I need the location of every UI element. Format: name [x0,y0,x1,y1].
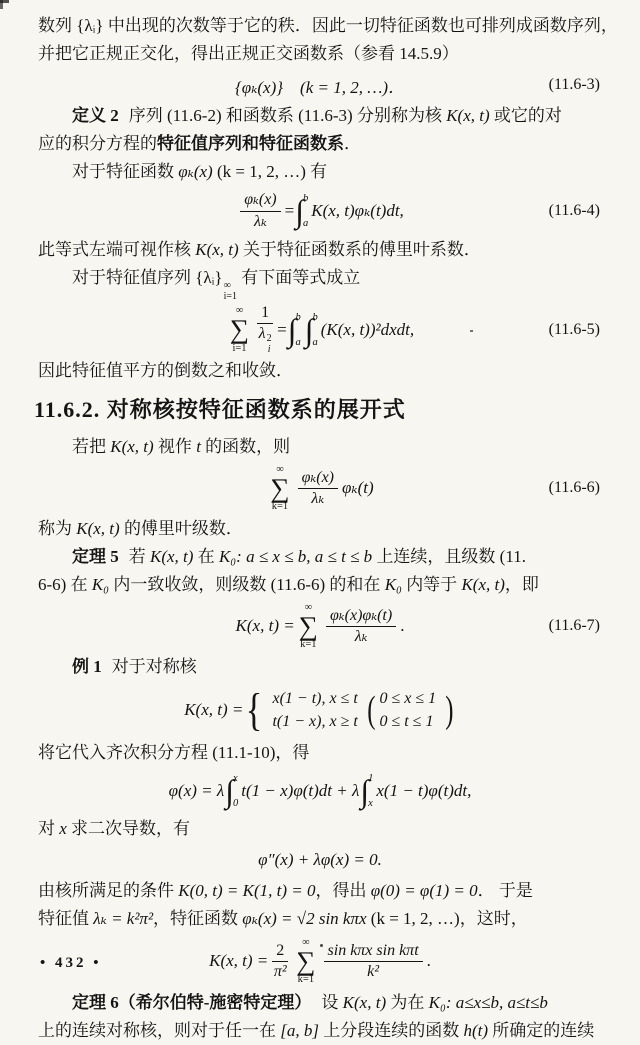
integral-sign: ∫ [295,193,304,229]
theorem-label: 定理 6（希尔伯特-施密特定理） [72,993,312,1013]
paragraph-second-derivative: 对 x 求二次导数，有 [38,819,191,839]
paragraph-continuation-line1: 数列 {λᵢ} 中出现的次数等于它的秩．因此一切特征函数也可排列成函数序列， [38,16,618,35]
left-brace: { [246,684,263,736]
theorem-5-line1: 定理 5 若 K(x, t) 在 K₀: a ≤ x ≤ b, a ≤ t ≤ b 上连续，且级数 (11. [72,547,526,567]
theorem-6-line2: 上的连续对称核，则对于任一在 [a, b] 上分段连续的函数 h(t) 所确定的连续 [38,1021,595,1041]
left-paren: ( [367,689,376,732]
definition-2-line1: 定义 2 序列 (11.6-2) 和函数系 (11.6-3) 分别称为核 K(x, t) 或它的对 [72,106,562,125]
fraction: $\frac{\text{φₖ(x)}}{\text{λₖ}}$ [240,191,280,231]
paragraph-kernel-as-function: 若把 K(x, t) 视作 t 的函数，则 [72,437,291,457]
section-heading: 11.6.2. 对称核按特征函数系的展开式 [34,397,406,423]
integral: ∫ 1 x [360,773,374,810]
definition-label: 定义 2 [72,106,119,125]
theorem-6-line1: 定理 6（希尔伯特-施密特定理） 设 K(x, t) 为在 K₀: a≤x≤b, a≤t≤b [72,993,548,1013]
integral-sign: ∫ [360,773,370,810]
paragraph-substitute: 将它代入齐次积分方程 (11.1-10)，得 [38,743,310,763]
equation-11-6-6: ∞ ∑ k=1 $\frac{\text{φₖ(x)}}{\text{λₖ}}$ φₖ(t) (11.6-6) [270,464,600,513]
integral: ∫ b a [304,311,318,348]
equation-kernel-cases [38,683,602,737]
equation-11-6-7: K(x, t) = ∞ ∑ k=1 $\frac{\text{φₖ(x)φₖ(t)}}{\text{λₖ}}$ . (11.6-7) [235,602,600,651]
page-number: • 432 • [40,955,102,971]
integral: ∫ b a [287,311,301,348]
integral-sign: ∫ [287,311,297,348]
equation-11-6-3 [38,70,602,100]
paragraph-fourier-series: 称为 K(x, t) 的傅里叶级数． [38,519,243,539]
sigma-sign: ∑ [298,610,318,641]
right-paren: ) [445,689,454,732]
equation-phi-integral: φ(x) = λ ∫ x 0 t(1 − x)φ(t)dt + λ ∫ 1 x x(1 − t)φ(t)dt, [168,773,472,810]
integral-sign: ∫ [304,311,314,348]
equation-11-6-5: ∞ ∑ i=1 1 λ 2 i = ∫ b a ∫ b a (K(x, t))²dxdt, (11.6-5) [229,304,600,355]
integral: ∫ b a [295,193,309,229]
paragraph-eigenfunction-intro: 对于特征函数 φₖ(x) (k = 1, 2, …) 有 [72,162,328,181]
definition-2-line2: 应的积分方程的特征值序列和特征函数系． [38,134,361,153]
paragraph-continuation-line2: 并把它正规正交化，得出正规正交函数系（参看 14.5.9） [38,44,459,63]
paragraph-boundary-line1: 由核所满足的条件 K(0, t) = K(1, t) = 0，得出 φ(0) = φ(1) = 0． 于是 [38,881,533,901]
equation-tag: (11.6-3) [548,76,600,93]
theorem-5-line2: 6-6) 在 K₀ 内一致收敛，则级数 (11.6-6) 的和在 K₀ 内等于 K(x, t)，即 [38,575,539,595]
equation-kernel-series: K(x, t) = $\frac{2}{\text{π²}}$ ∞ ∑ k=1 $\frac{\text{sin kπx sin kπt}}{\text{k²}}$ . [209,937,431,986]
sigma-sign: ∑ [296,945,316,976]
summation: ∞ ∑ i=1 [229,305,250,354]
equation-body: {φₖ(x)} (k = 1, 2, …)． [234,77,406,97]
equation-ode: φ″(x) + λφ(x) = 0. [258,850,382,870]
paragraph-convergence: 因此特征值平方的倒数之和收敛． [38,361,293,381]
example-label: 例 1 [72,657,102,677]
cases-expression: K(x, t) = { x(1 − t), x ≤ t t(1 − x), x ≥ t ( 0 ≤ x ≤ 1 0 ≤ t ≤ 1 ) [184,684,454,736]
paragraph-fourier-coefficient: 此等式左端可视作核 K(x, t) 关于特征函数系的傅里叶系数． [38,240,481,259]
equation-11-6-4: $\frac{\text{φₖ(x)}}{\text{λₖ}}$ = ∫ b a K(x, t)φₖ(t)dt, (11.6-4) [38,188,602,234]
equation-tag: (11.6-4) [548,202,600,219]
sigma-sign: ∑ [229,313,250,344]
paragraph-boundary-line2: 特征值 λₖ = k²π²，特征函数 φₖ(x) = √2 sin kπx (k = 1, 2, …)，这时， [38,909,528,929]
summation: ∞ ∑ k=1 [270,464,290,513]
example-1-intro: 例 1 对于对称核 [72,657,197,677]
sigma-sign: ∑ [270,472,290,503]
fraction: $\frac{2}{\text{π²}}$ [273,941,287,980]
integral: ∫ x 0 [225,773,239,810]
equation-tag: (11.6-7) [548,617,600,635]
sup-sub-limits: ∞ i=1 [223,280,238,302]
fraction: $\frac{\text{φₖ(x)}}{\text{λₖ}}$ [298,469,338,509]
equation-tag: (11.6-5) [548,320,600,338]
summation: ∞ ∑ k=1 [298,602,318,651]
theorem-label: 定理 5 [72,547,119,567]
fraction: 1 λ 2 i [258,304,272,355]
fraction: $\frac{\text{φₖ(x)φₖ(t)}}{\text{λₖ}}$ [326,607,396,647]
fraction: $\frac{\text{sin kπx sin kπt}}{\text{k²}}$ [324,942,423,982]
summation: ∞ ∑ k=1 [296,937,316,986]
equation-tag: (11.6-6) [548,479,600,497]
scan-artifact [0,0,3,9]
integral-sign: ∫ [225,773,235,810]
paragraph-eigenvalue-sequence: 对于特征值序列 {λᵢ} ∞ i=1 有下面等式成立 [72,268,361,302]
